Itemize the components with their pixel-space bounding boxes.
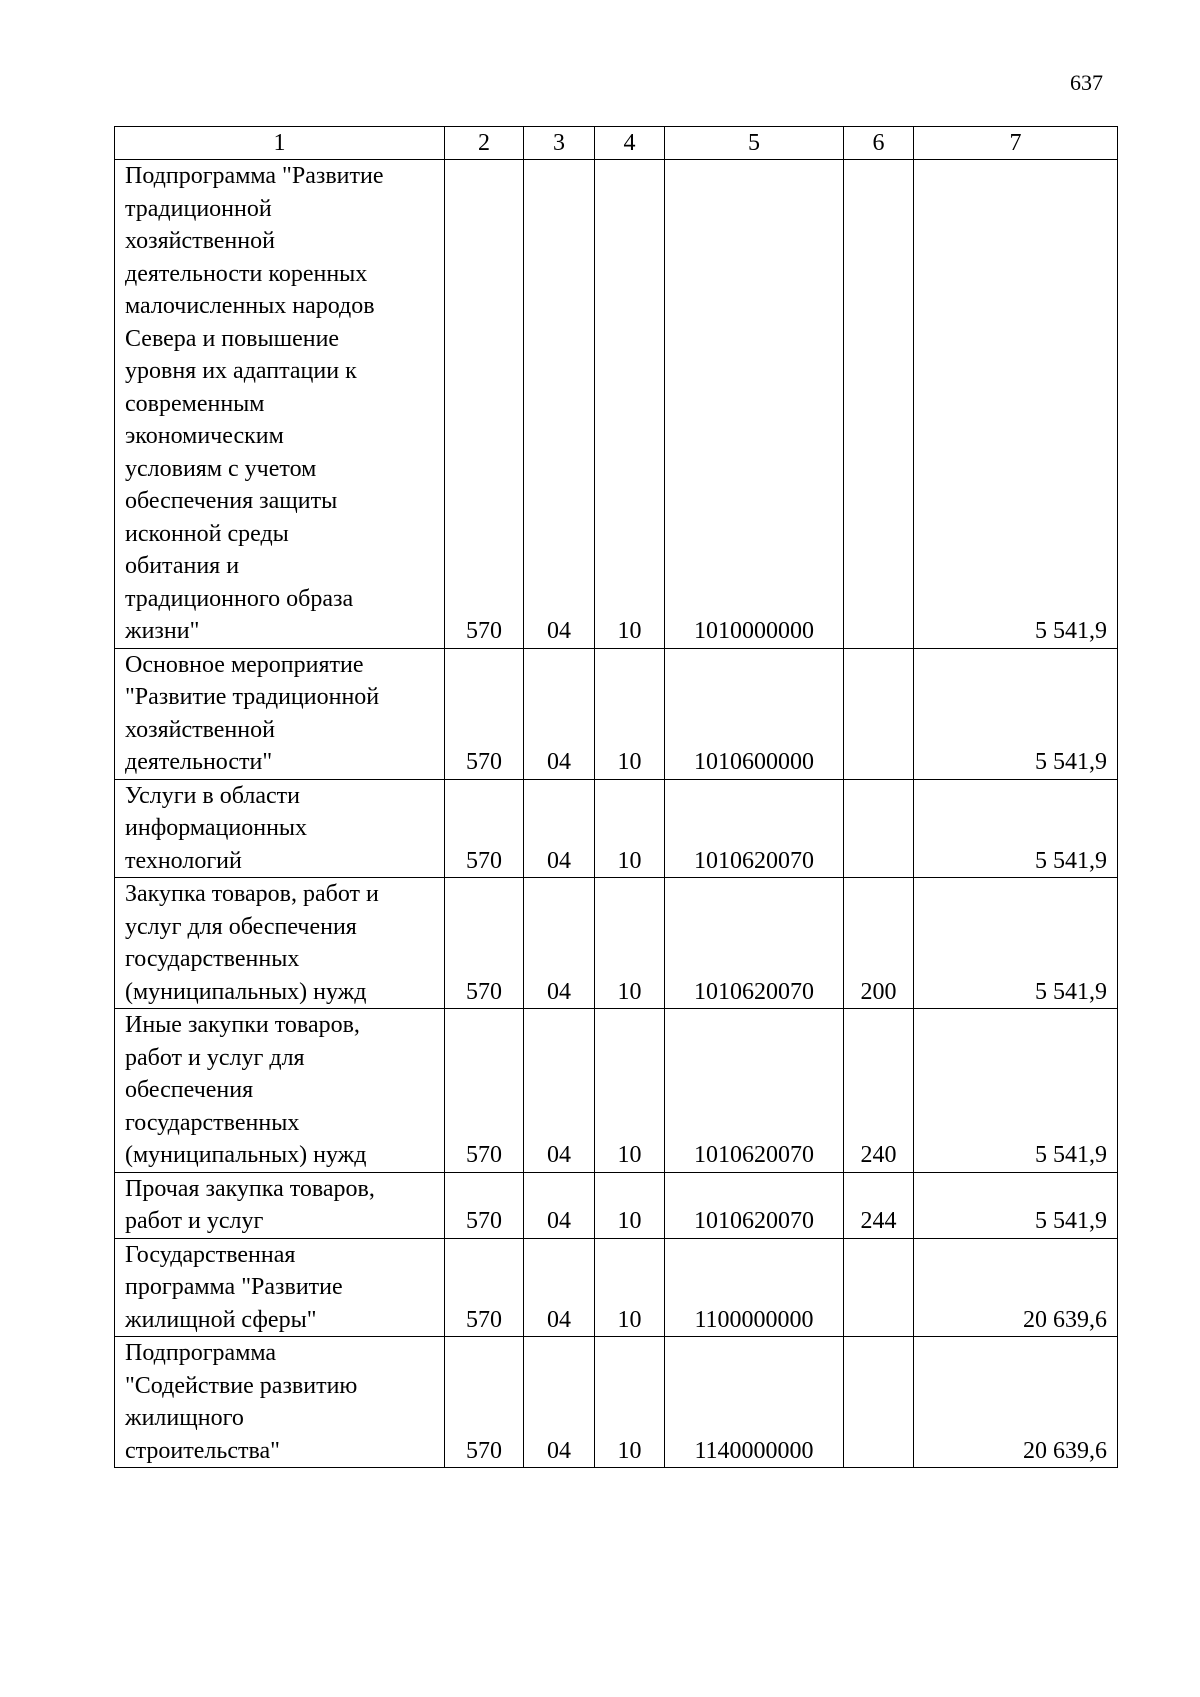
- item-name-line: жилищной сферы": [125, 1306, 317, 1333]
- page-number: 637: [1070, 70, 1103, 95]
- gov-code-cell: 570: [445, 160, 524, 649]
- table-header: [115, 127, 1118, 160]
- amount-cell: 5 541,9: [914, 1009, 1118, 1173]
- item-name-cell: [115, 1337, 445, 1468]
- item-name-line: жилищного: [125, 1405, 244, 1431]
- item-name-line: Севера и повышение: [125, 325, 340, 352]
- item-name-line: деятельности коренных: [125, 260, 368, 287]
- header-cell: 2: [445, 127, 524, 160]
- item-name-line: традиционной: [125, 195, 272, 222]
- expense-type-cell: [844, 779, 914, 878]
- gov-code-cell: 570: [445, 878, 524, 1009]
- target-article-cell: 1010620070: [665, 1009, 844, 1173]
- amount-cell: 5 541,9: [914, 648, 1118, 779]
- header-cell: 3: [524, 127, 595, 160]
- target-article-cell: 1140000000: [665, 1337, 844, 1468]
- section-cell: 04: [524, 1172, 595, 1238]
- section-cell: 04: [524, 160, 595, 649]
- item-name-cell: [115, 648, 445, 779]
- expense-type-cell: [844, 648, 914, 779]
- item-name-line: "Содействие развитию: [125, 1372, 358, 1399]
- table-row: [115, 1337, 1118, 1468]
- subsection-cell: 10: [595, 1172, 665, 1238]
- table-row: [115, 648, 1118, 779]
- item-name-line: экономическим: [125, 423, 284, 449]
- amount-cell: 5 541,9: [914, 779, 1118, 878]
- section-cell: 04: [524, 1337, 595, 1468]
- section-cell: 04: [524, 779, 595, 878]
- subsection-cell: 10: [595, 648, 665, 779]
- expense-type-cell: [844, 160, 914, 649]
- item-name-line: хозяйственной: [125, 716, 275, 743]
- item-name-line: (муниципальных) нужд: [125, 1142, 367, 1168]
- expense-type-cell: 200: [844, 878, 914, 1009]
- section-cell: 04: [524, 1238, 595, 1337]
- item-name-line: информационных: [125, 815, 308, 841]
- item-name-line: хозяйственной: [125, 228, 275, 254]
- target-article-cell: 1010600000: [665, 648, 844, 779]
- item-name-line: условиям с учетом: [125, 455, 317, 482]
- item-name-line: строительства": [125, 1437, 280, 1464]
- table-row: [115, 1009, 1118, 1173]
- target-article-cell: 1010620070: [665, 779, 844, 878]
- item-name-line: работ и услуг для: [125, 1044, 305, 1071]
- item-name-cell: [115, 779, 445, 878]
- table-row: [115, 1238, 1118, 1337]
- item-name-cell: [115, 878, 445, 1009]
- target-article-cell: 1100000000: [665, 1238, 844, 1337]
- item-name-line: "Развитие традиционной: [125, 684, 380, 710]
- item-name-line: Основное мероприятие: [125, 651, 364, 678]
- expense-type-cell: 244: [844, 1172, 914, 1238]
- expense-type-cell: [844, 1337, 914, 1468]
- item-name-line: Подпрограмма: [125, 1340, 277, 1366]
- item-name-line: государственных: [125, 946, 300, 972]
- item-name-line: Подпрограмма "Развитие: [125, 163, 384, 189]
- item-name-line: современным: [125, 390, 265, 417]
- item-name-line: Прочая закупка товаров,: [125, 1175, 375, 1202]
- header-cell: 7: [914, 127, 1118, 160]
- item-name-line: Закупка товаров, работ и: [125, 881, 379, 907]
- item-name-line: малочисленных народов: [125, 293, 375, 319]
- gov-code-cell: 570: [445, 1172, 524, 1238]
- item-name-cell: [115, 1238, 445, 1337]
- item-name-line: обитания и: [125, 553, 240, 579]
- item-name-line: Услуги в области: [125, 782, 300, 809]
- item-name-cell: [115, 1172, 445, 1238]
- item-name-line: обеспечения защиты: [125, 488, 338, 514]
- amount-cell: 20 639,6: [914, 1337, 1118, 1468]
- item-name-line: исконной среды: [125, 520, 289, 547]
- item-name-line: работ и услуг: [125, 1208, 264, 1234]
- subsection-cell: 10: [595, 1337, 665, 1468]
- item-name-line: Иные закупки товаров,: [125, 1012, 360, 1038]
- amount-cell: 5 541,9: [914, 160, 1118, 649]
- header-row: [115, 127, 1118, 160]
- header-cell: 6: [844, 127, 914, 160]
- amount-cell: 20 639,6: [914, 1238, 1118, 1337]
- subsection-cell: 10: [595, 878, 665, 1009]
- item-name-line: программа "Развитие: [125, 1274, 343, 1300]
- section-cell: 04: [524, 878, 595, 1009]
- item-name-line: деятельности": [125, 749, 273, 775]
- item-name-cell: [115, 1009, 445, 1173]
- table-row: [115, 160, 1118, 649]
- table-row: [115, 1172, 1118, 1238]
- subsection-cell: 10: [595, 1238, 665, 1337]
- amount-cell: 5 541,9: [914, 878, 1118, 1009]
- target-article-cell: 1010620070: [665, 878, 844, 1009]
- target-article-cell: 1010620070: [665, 1172, 844, 1238]
- item-name-line: (муниципальных) нужд: [125, 978, 367, 1005]
- budget-table: [114, 126, 1118, 1468]
- item-name-line: уровня их адаптации к: [125, 358, 357, 384]
- item-name-line: Государственная: [125, 1241, 296, 1268]
- header-cell: 5: [665, 127, 844, 160]
- gov-code-cell: 570: [445, 1337, 524, 1468]
- section-cell: 04: [524, 1009, 595, 1173]
- gov-code-cell: 570: [445, 1009, 524, 1173]
- header-cell: 1: [115, 127, 445, 160]
- table-row: [115, 779, 1118, 878]
- section-cell: 04: [524, 648, 595, 779]
- gov-code-cell: 570: [445, 1238, 524, 1337]
- item-name-line: жизни": [125, 618, 200, 644]
- table-row: [115, 878, 1118, 1009]
- item-name-line: технологий: [125, 847, 242, 874]
- table-body: [115, 160, 1118, 1468]
- gov-code-cell: 570: [445, 648, 524, 779]
- subsection-cell: 10: [595, 160, 665, 649]
- item-name-line: услуг для обеспечения: [125, 913, 357, 940]
- expense-type-cell: [844, 1238, 914, 1337]
- item-name-line: государственных: [125, 1109, 300, 1136]
- item-name-line: традиционного образа: [125, 585, 354, 612]
- subsection-cell: 10: [595, 779, 665, 878]
- expense-type-cell: 240: [844, 1009, 914, 1173]
- item-name-line: обеспечения: [125, 1077, 254, 1103]
- amount-cell: 5 541,9: [914, 1172, 1118, 1238]
- gov-code-cell: 570: [445, 779, 524, 878]
- header-cell: 4: [595, 127, 665, 160]
- target-article-cell: 1010000000: [665, 160, 844, 649]
- subsection-cell: 10: [595, 1009, 665, 1173]
- item-name-cell: [115, 160, 445, 649]
